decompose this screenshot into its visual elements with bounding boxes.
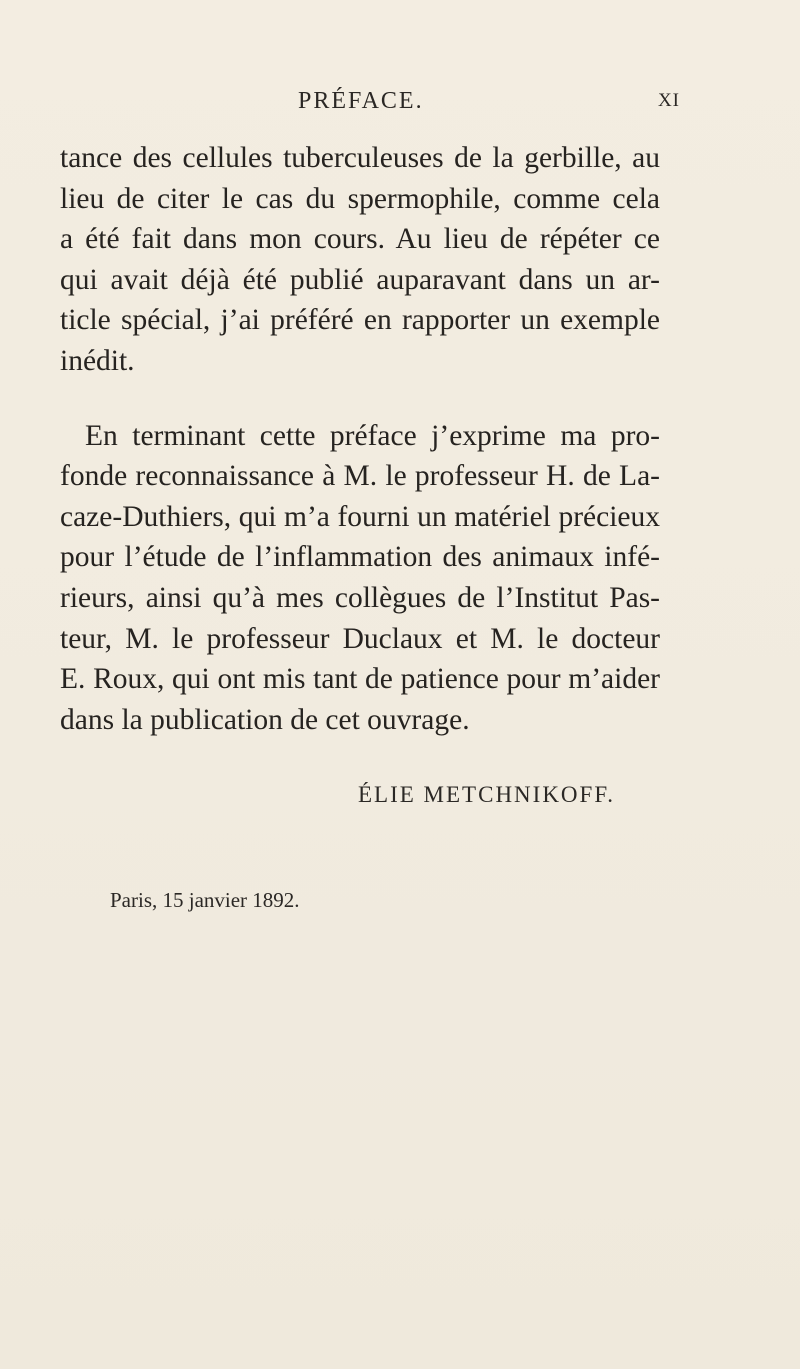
paragraph-1 — [60, 138, 660, 382]
text-line: lieu de citer le cas du spermophile, comme cela — [60, 182, 660, 215]
dateline: Paris, 15 janvier 1892. — [110, 888, 300, 912]
text-line: dans la publication de cet ouvrage. — [60, 703, 470, 736]
text-line: fonde reconnaissance à M. le professeur H. de La- — [60, 460, 660, 493]
text-line: tance des cellules tuberculeuses de la gerbille, au — [60, 142, 660, 174]
running-title: PRÉFACE. — [298, 88, 424, 114]
text-line: qui avait déjà été publié auparavant dans un ar- — [60, 263, 660, 296]
text-line: caze-Duthiers, qui m’a fourni un matériel précieux — [60, 500, 660, 533]
paragraph-2 — [60, 416, 660, 741]
text-line: teur, M. le professeur Duclaux et M. le docteur — [60, 622, 660, 655]
text-line: E. Roux, qui ont mis tant de patience pour m’aider — [60, 663, 660, 696]
page-number: XI — [657, 90, 680, 111]
author-signature: ÉLIE METCHNIKOFF. — [358, 782, 616, 807]
text-line: ticle spécial, j’ai préféré en rapporter un exemple — [60, 304, 660, 337]
text-line: inédit. — [60, 344, 135, 377]
text-line: a été fait dans mon cours. Au lieu de répéter ce — [60, 223, 660, 256]
text-line: pour l’étude de l’inflammation des animaux infé- — [60, 541, 660, 574]
running-head — [60, 88, 680, 118]
text-line: En terminant cette préface j’exprime ma pro- — [85, 419, 660, 452]
text-line: rieurs, ainsi qu’à mes collègues de l’Institut Pas- — [60, 581, 660, 614]
body-text — [60, 138, 660, 740]
